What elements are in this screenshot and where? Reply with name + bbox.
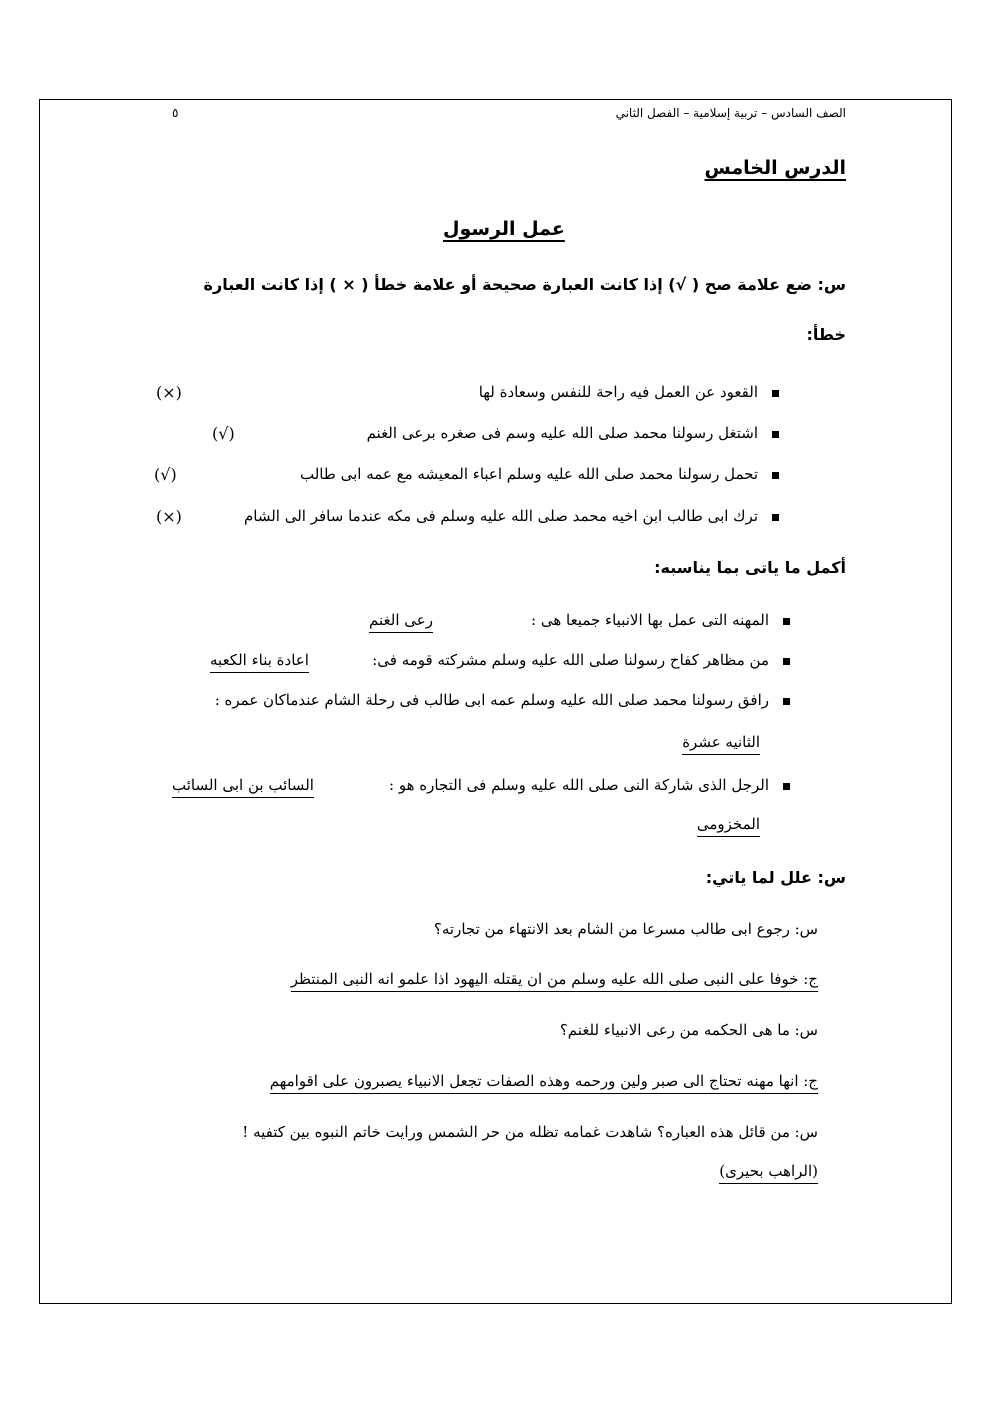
- complete-answer-1: رعى الغنم: [369, 611, 433, 633]
- complete-item-3: رافق رسولنا محمد صلى الله عليه وسلم عمه ابى طالب فى رحلة الشام عندماكان عمره :: [215, 691, 790, 709]
- complete-answer-4: السائب بن ابى السائب: [172, 776, 314, 798]
- bullet-icon: [783, 783, 790, 790]
- complete-answer-4-cont: المخزومى: [697, 815, 760, 837]
- tf-mark-3: (√): [154, 465, 177, 484]
- tf-item-3: تحمل رسولنا محمد صلى الله عليه وسلم اعباء المعيشه مع عمه ابى طالب: [300, 465, 779, 483]
- bullet-icon: [783, 698, 790, 705]
- tf-item-2: اشتغل رسولنا محمد صلى الله عليه وسم فى صغره برعى الغنم: [367, 424, 779, 442]
- complete-answer-3: الثانيه عشرة: [682, 733, 760, 755]
- tf-mark-4: (×): [156, 507, 182, 526]
- bullet-icon: [772, 431, 779, 438]
- bullet-icon: [783, 618, 790, 625]
- bullet-icon: [772, 390, 779, 397]
- complete-item-4: الرجل الذى شاركة النى صلى الله عليه وسلم فى التجاره هو :: [389, 776, 790, 794]
- page-number: ٥: [172, 106, 179, 120]
- bullet-icon: [772, 472, 779, 479]
- explain-question-2: س: ما هى الحكمه من رعى الانبياء للغنم؟: [559, 1021, 818, 1039]
- complete-title: أكمل ما ياتى بما يناسبه:: [654, 558, 846, 577]
- tf-mark-1: (×): [156, 383, 182, 402]
- explain-answer-3: (الراهب بحيرى): [719, 1162, 818, 1184]
- explain-question-1: س: رجوع ابى طالب مسرعا من الشام بعد الانتهاء من تجارته؟: [433, 920, 818, 938]
- lesson-title: عمل الرسول: [443, 218, 565, 240]
- tf-item-1: القعود عن العمل فيه راحة للنفس وسعادة لها: [479, 383, 779, 401]
- header-title: الصف السادس – تربية إسلامية – الفصل الثاني: [615, 106, 846, 120]
- explain-title: س: علل لما ياتي:: [705, 868, 846, 887]
- true-false-question: س: ضع علامة صح ( √) إذا كانت العبارة صحيحة أو علامة خطأ ( × ) إذا كانت العبارة: [203, 275, 846, 294]
- complete-item-1: المهنه التى عمل بها الانبياء جميعا هى :: [531, 611, 790, 629]
- explain-answer-1: ج: خوفا على النبى صلى الله عليه وسلم من ان يقتله اليهود اذا علمو انه النبى المنتظر: [291, 970, 818, 992]
- lesson-number: الدرس الخامس: [704, 157, 846, 179]
- explain-answer-2: ج: انها مهنه تحتاج الى صبر ولين ورحمه وهذه الصفات تجعل الانبياء يصبرون على اقوامهم: [270, 1072, 818, 1094]
- explain-question-3: س: من قائل هذه العباره؟ شاهدت غمامه تظله من حر الشمس ورايت خاتم النبوه بين كتفيه !: [242, 1123, 818, 1141]
- complete-item-2: من مظاهر كفاح رسولنا صلى الله عليه وسلم مشركته قومه فى:: [372, 651, 790, 669]
- tf-mark-2: (√): [212, 424, 235, 443]
- bullet-icon: [772, 514, 779, 521]
- complete-answer-2: اعادة بناء الكعبه: [210, 651, 309, 673]
- true-false-question-cont: خطأ:: [806, 325, 846, 344]
- bullet-icon: [783, 658, 790, 665]
- tf-item-4: ترك ابى طالب ابن اخيه محمد صلى الله عليه وسلم فى مكه عندما سافر الى الشام: [244, 507, 779, 525]
